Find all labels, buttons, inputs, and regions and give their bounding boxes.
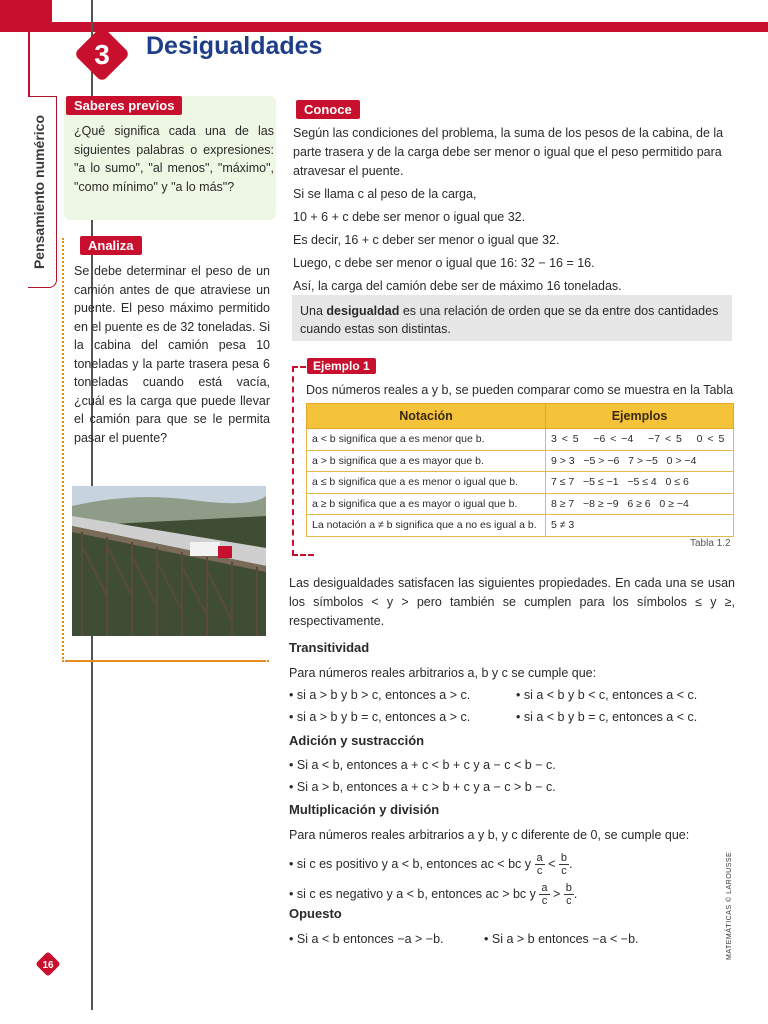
table-row bbox=[307, 515, 734, 537]
list-item: • si a < b y b = c, entonces a < c. bbox=[516, 710, 698, 724]
page-number-badge bbox=[34, 950, 62, 978]
definition-pre: Una bbox=[300, 304, 327, 318]
table-row bbox=[307, 429, 734, 451]
fraction-b-over-c: $\frac{b}{c}$ bbox=[565, 882, 572, 907]
analiza-tag: Analiza bbox=[80, 236, 142, 255]
adicion-title: Adición y sustracción bbox=[289, 733, 425, 748]
table-cell-notation: La notación a ≠ b significa que a no es igual a b. bbox=[307, 515, 546, 537]
opuesto-title: Opuesto bbox=[289, 906, 342, 921]
conoce-paragraph-6: Así, la carga del camión debe ser de máximo 16 toneladas. bbox=[293, 279, 622, 293]
table-row bbox=[307, 493, 734, 515]
top-banner-white bbox=[52, 0, 768, 22]
list-item: • Si a < b entonces −a > −b. bbox=[289, 932, 444, 946]
fraction-a-over-c: $\frac{a}{c}$ bbox=[541, 882, 548, 907]
table-row bbox=[307, 472, 734, 494]
list-item: • si c es positivo y a < b, entonces ac < bc y $\frac{a}{c}$ < $\frac{b}{c}$ . bbox=[289, 852, 573, 877]
conoce-paragraph-4: Es decir, 16 + c deber ser menor o igual que 32. bbox=[293, 233, 560, 247]
list-item: • Si a > b, entonces a + c > b + c y a − c > b − c. bbox=[289, 780, 556, 794]
conoce-paragraph-3: 10 + 6 + c debe ser menor o igual que 32. bbox=[293, 210, 526, 224]
section-name: Pensamiento numérico bbox=[31, 114, 47, 270]
table-cell-notation: a > b significa que a es mayor que b. bbox=[307, 450, 546, 472]
chapter-number-diamond bbox=[70, 22, 134, 86]
saberes-text: ¿Qué significa cada una de las siguientes palabras o expresiones: "a lo sumo", "al menos", "máximo", "como mínimo" y "a lo más"? bbox=[74, 124, 274, 194]
transitividad-intro: Para números reales arbitrarios a, b y c se cumple que: bbox=[289, 666, 597, 680]
saberes-tag: Saberes previos bbox=[66, 96, 182, 115]
table-header-notation: Notación bbox=[307, 404, 546, 429]
table-cell-examples: 9 > 3 −5 > −6 7 > −5 0 > −4 bbox=[546, 450, 734, 472]
list-item: • si a > b y b > c, entonces a > c. bbox=[289, 688, 471, 702]
definition-term: desigualdad bbox=[326, 304, 400, 318]
publisher-credit: MATEMÁTICAS © LAROUSSE bbox=[726, 851, 733, 960]
table-cell-notation: a ≤ b significa que a es menor o igual que b. bbox=[307, 472, 546, 494]
table-cell-examples: 3 < 5 −6 < −4 −7 < 5 0 < 5 bbox=[546, 429, 734, 451]
conoce-section bbox=[293, 124, 733, 296]
page-number: 16 bbox=[42, 960, 54, 971]
multiplicacion-title: Multiplicación y división bbox=[289, 802, 440, 817]
chapter-title: Desigualdades bbox=[146, 32, 323, 60]
table-header-examples: Ejemplos bbox=[546, 404, 734, 429]
fraction-b-over-c: $\frac{b}{c}$ bbox=[560, 852, 568, 877]
conoce-paragraph-5: Luego, c debe ser menor o igual que 16: 32 − 16 = 16. bbox=[293, 256, 595, 270]
conoce-paragraph-1: Según las condiciones del problema, la suma de los pesos de la cabina, de la parte trasera y de la carga debe ser menor o igual que el peso permitido para atravesar el puente. bbox=[293, 126, 724, 178]
conoce-paragraph-2: Si se llama c al peso de la carga, bbox=[293, 187, 477, 201]
fraction-a-over-c: $\frac{a}{c}$ bbox=[536, 852, 543, 877]
table-cell-examples: 5 ≠ 3 bbox=[546, 515, 734, 537]
ejemplo-intro: Dos números reales a y b, se pueden comparar como se muestra en la Tabla bbox=[306, 383, 734, 397]
top-banner-strip bbox=[52, 22, 768, 32]
table-cell-notation: a ≥ b significa que a es mayor o igual que b. bbox=[307, 493, 546, 515]
analiza-frame-bottom bbox=[62, 660, 266, 662]
table-cell-examples: 8 ≥ 7 −8 ≥ −9 6 ≥ 6 0 ≥ −4 bbox=[546, 493, 734, 515]
list-item: • Si a < b, entonces a + c < b + c y a − c < b − c. bbox=[289, 758, 556, 772]
chapter-number: 3 bbox=[94, 39, 110, 70]
bridge-truck-photo bbox=[72, 486, 266, 636]
transitividad-title: Transitividad bbox=[289, 640, 370, 655]
properties-intro: Las desigualdades satisfacen las siguientes propiedades. En cada una se usan los símbolos < y > pero también se cumplen para los símbolos ≤ y ≥, respectivamente. bbox=[289, 576, 735, 628]
multiplicacion-intro: Para números reales arbitrarios a y b, y c diferente de 0, se cumple que: bbox=[289, 828, 690, 842]
list-item: • si a > b y b = c, entonces a > c. bbox=[289, 710, 471, 724]
notation-table bbox=[306, 403, 734, 537]
table-cell-examples: 7 ≤ 7 −5 ≤ −1 −5 ≤ 4 0 ≤ 6 bbox=[546, 472, 734, 494]
analiza-text: Se debe determinar el peso de un camión antes de que atraviese un puente. El peso máximo permitido en el puente es de 32 toneladas. Si la cabina del camión pesa 10 toneladas y la parte trasera pesa 6 toneladas cuando está vacía, ¿cuál es la carga que puede llevar el camión para que se le permita pasar el puente? bbox=[74, 264, 270, 445]
table-caption: Tabla 1.2 bbox=[690, 538, 731, 549]
ejemplo-tag: Ejemplo 1 bbox=[307, 358, 376, 374]
definition-post: es una relación de orden que se da entre dos cantidades cuando estas son distintas. bbox=[300, 304, 719, 336]
table-row bbox=[307, 450, 734, 472]
definition-text bbox=[300, 302, 720, 338]
table-cell-notation: a < b significa que a es menor que b. bbox=[307, 429, 546, 451]
list-item: • si c es negativo y a < b, entonces ac > bc y $\frac{a}{c}$ > $\frac{b}{c}$ . bbox=[289, 882, 578, 907]
list-item: • si a < b y b < c, entonces a < c. bbox=[516, 688, 698, 702]
conoce-tag: Conoce bbox=[296, 100, 360, 119]
list-item: • Si a > b entonces −a < −b. bbox=[484, 932, 639, 946]
